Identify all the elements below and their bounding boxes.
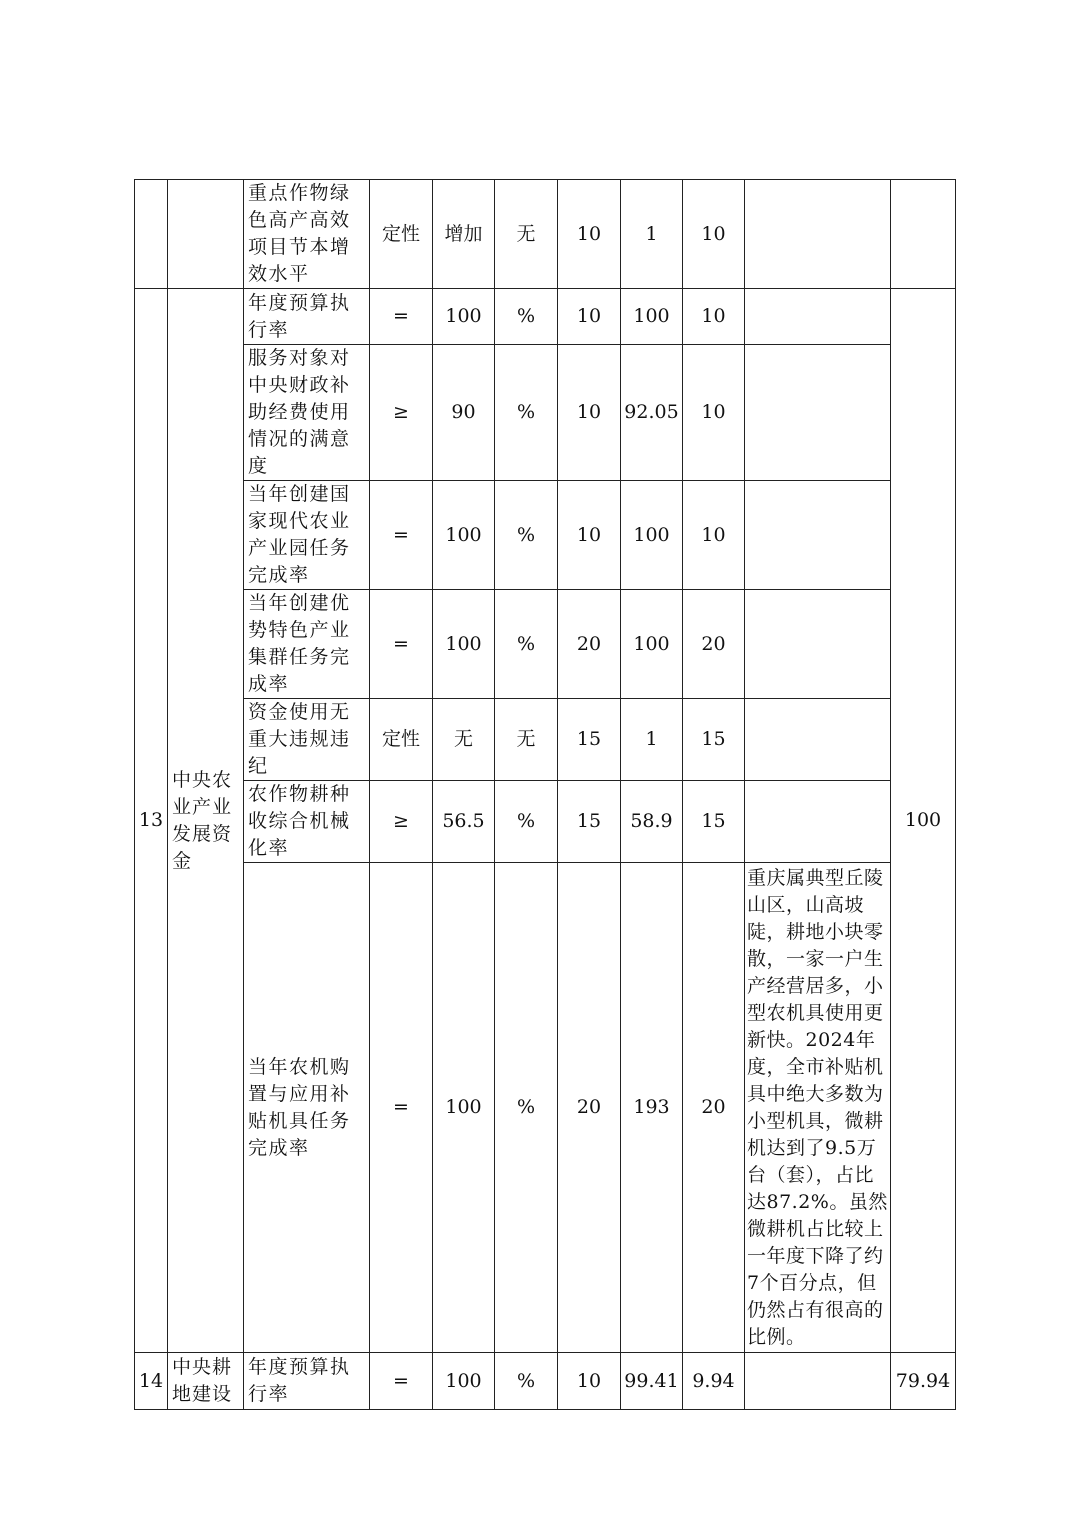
target-value: 90 [433, 345, 495, 481]
target-value: 100 [433, 863, 495, 1353]
unit: % [495, 781, 558, 863]
total-score [891, 180, 956, 289]
operator: ≥ [370, 781, 433, 863]
row-number: 13 [135, 289, 168, 1353]
table-row [135, 863, 956, 1353]
indicator-name: 服务对象对中央财政补助经费使用情况的满意度 [244, 345, 370, 481]
row-number: 14 [135, 1353, 168, 1410]
weight: 15 [558, 699, 621, 781]
weight: 10 [558, 180, 621, 289]
indicator-name: 年度预算执行率 [244, 289, 370, 345]
operator: 定性 [370, 699, 433, 781]
deviation-note [745, 481, 891, 590]
unit: % [495, 481, 558, 590]
deviation-note [745, 289, 891, 345]
weight: 15 [558, 781, 621, 863]
score: 15 [683, 781, 745, 863]
indicator-name: 资金使用无重大违规违纪 [244, 699, 370, 781]
operator: = [370, 1353, 433, 1410]
indicator-name: 当年创建国家现代农业产业园任务完成率 [244, 481, 370, 590]
deviation-note [745, 345, 891, 481]
unit: % [495, 590, 558, 699]
target-value: 增加 [433, 180, 495, 289]
project-name: 中央农业产业发展资金 [168, 289, 244, 1353]
actual-value: 100 [621, 289, 683, 345]
operator: = [370, 481, 433, 590]
score: 20 [683, 863, 745, 1353]
weight: 10 [558, 481, 621, 590]
indicator-name: 农作物耕种收综合机械化率 [244, 781, 370, 863]
unit: % [495, 863, 558, 1353]
actual-value: 100 [621, 481, 683, 590]
weight: 10 [558, 345, 621, 481]
table-row [135, 699, 956, 781]
indicator-name: 重点作物绿色高产高效项目节本增效水平 [244, 180, 370, 289]
table-row [135, 180, 956, 289]
operator: = [370, 289, 433, 345]
operator: ≥ [370, 345, 433, 481]
actual-value: 92.05 [621, 345, 683, 481]
weight: 10 [558, 289, 621, 345]
score: 20 [683, 590, 745, 699]
target-value: 100 [433, 1353, 495, 1410]
weight: 20 [558, 590, 621, 699]
unit: % [495, 289, 558, 345]
operator: = [370, 590, 433, 699]
score: 10 [683, 345, 745, 481]
actual-value: 99.41 [621, 1353, 683, 1410]
row-number [135, 180, 168, 289]
actual-value: 193 [621, 863, 683, 1353]
score: 10 [683, 180, 745, 289]
performance-table [134, 179, 956, 1410]
target-value: 56.5 [433, 781, 495, 863]
unit: % [495, 345, 558, 481]
deviation-note [745, 1353, 891, 1410]
actual-value: 58.9 [621, 781, 683, 863]
indicator-name: 年度预算执行率 [244, 1353, 370, 1410]
deviation-note [745, 699, 891, 781]
unit: 无 [495, 180, 558, 289]
deviation-note [745, 590, 891, 699]
weight: 20 [558, 863, 621, 1353]
deviation-note [745, 781, 891, 863]
table-row [135, 289, 956, 345]
target-value: 无 [433, 699, 495, 781]
actual-value: 1 [621, 699, 683, 781]
score: 10 [683, 481, 745, 590]
table-row [135, 345, 956, 481]
indicator-name: 当年农机购置与应用补贴机具任务完成率 [244, 863, 370, 1353]
table-row [135, 481, 956, 590]
table-row [135, 590, 956, 699]
unit: 无 [495, 699, 558, 781]
deviation-note: 重庆属典型丘陵山区，山高坡陡，耕地小块零散，一家一户生产经营居多，小型农机具使用更新快。2024年度，全市补贴机具中绝大多数为小型机具，微耕机达到了9.5万台（套），占比达87.2%。虽然微耕机占比较上一年度下降了约7个百分点，但仍然占有很高的比例。 [745, 863, 891, 1353]
table-row [135, 781, 956, 863]
table-row [135, 1353, 956, 1410]
score: 10 [683, 289, 745, 345]
total-score: 79.94 [891, 1353, 956, 1410]
target-value: 100 [433, 481, 495, 590]
project-name: 中央耕地建设 [168, 1353, 244, 1410]
weight: 10 [558, 1353, 621, 1410]
unit: % [495, 1353, 558, 1410]
score: 9.94 [683, 1353, 745, 1410]
score: 15 [683, 699, 745, 781]
operator: = [370, 863, 433, 1353]
indicator-name: 当年创建优势特色产业集群任务完成率 [244, 590, 370, 699]
target-value: 100 [433, 289, 495, 345]
target-value: 100 [433, 590, 495, 699]
total-score: 100 [891, 289, 956, 1353]
deviation-note [745, 180, 891, 289]
actual-value: 100 [621, 590, 683, 699]
actual-value: 1 [621, 180, 683, 289]
project-name [168, 180, 244, 289]
operator: 定性 [370, 180, 433, 289]
